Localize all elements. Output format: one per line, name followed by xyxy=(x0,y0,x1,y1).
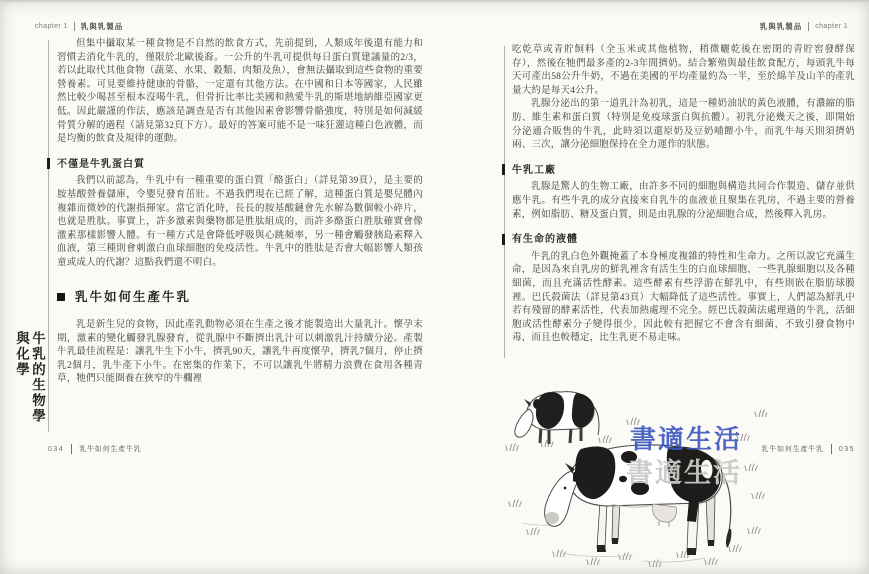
left-header-book-title: 乳與乳製品 xyxy=(80,22,124,31)
right-header-chapter: chapter 1 xyxy=(815,23,848,30)
right-body-text xyxy=(512,44,855,346)
header-divider xyxy=(74,22,75,31)
right-page-footer xyxy=(761,444,855,454)
heading-text: 不僅是牛乳蛋白質 xyxy=(57,158,145,170)
paragraph: 牛乳的乳白色外觀掩蓋了本身極度複雜的特性和生命力。之所以說它充滿生命，是因為來自乳房的鮮乳裡含有活生生的白血球細胞、一些乳腺細胞以及各種細菌，而且充滿活性酵素。這些酵素有些浮游在鮮乳中，有些則嵌在脂肪球膜裡。巴氏殺菌法（詳見第43頁）大幅降低了這些活性。事實上，人們認為鮮乳中若有殘留的酵素活性，代表加熱處理不完全。經巴氏殺菌法處理過的牛乳，活細胞或活性酵素分子變得很少，因此較有把握它不會含有細菌，不致引發食物中毒，而且也較穩定，比生乳更不易走味。 xyxy=(512,251,855,344)
sidebar-title-main: 牛乳的生物學 xyxy=(30,331,45,424)
paragraph: 但集中攝取某一種食物是不自然的飲食方式，先前提到，人類成年後還有能力和習慣去消化牛乳的，僅限於北歐後裔。一公升的牛乳可提供每日蛋白質建議量的2/3，若以此取代其他食物（蔬菜、水果、穀類、肉類及魚），會無法攝取到這些食物的重要營養素。可見要維持健康的骨骼，一定還有其他方法。在中國和日本等國家，人民雖然比較少喝甚至根本沒喝牛乳，但骨折比率比美國和熱愛牛乳的斯堪地納維亞國家更低。因此嚴謹的作法，應該是調查是否有其他因素會影響骨骼強度，特別是如何減緩骨質分解的過程（請見第32頁下方）。最好的答案可能不是一味狂灌這種白色液體，而是均衡的飲食及規律的運動。 xyxy=(57,39,423,145)
heading-text: 牛乳工廠 xyxy=(512,164,556,176)
footer-divider xyxy=(71,444,72,454)
paragraph: 乳腺是驚人的生物工廠，由許多不同的細胞與構造共同合作製造、儲存並供應牛乳。有些牛乳的成分直接來自乳牛的血液並且聚集在乳房，不過主要的營養素，例如脂肪、糖及蛋白質，則是由乳腺的分泌細胞合成，然後釋入乳房。 xyxy=(512,182,855,220)
section-heading-production xyxy=(57,291,423,305)
paragraph: 我們以前認為，牛乳中有一種重要的蛋白質「酪蛋白」（詳見第39頁），是主要的胺基酸營養儲庫，令嬰兒發育茁壯。不過我們現在已經了解，這種蛋白質是嬰兒體內複雜而微妙的代謝指揮家。當它消化時，長長的胺基酸鏈會先水解為數個較小碎片，也就是胜肽。事實上，許多激素與藥物都是胜肽組成的，而許多酪蛋白胜肽確實會像激素那樣影響人體。有一種方式是會降低呼吸與心跳頻率，另一種會觸發胰島素釋入血液，第三種則會刺激白血球細胞的免疫活性。牛乳中的胜肽是否會大幅影響人類孩童或成人的代謝？這點我們還不明白。 xyxy=(57,176,423,268)
paragraph: 乳是新生兒的食物，因此產乳動物必須在生產之後才能製造出大量乳汁。懷孕末期，激素的變化觸發乳腺發育，從乳腺中不斷擠出乳汁可以刺激乳汁持續分泌。產製牛乳最佳流程是：讓乳牛生下小牛，擠乳90天，讓乳牛再度懷孕，擠乳7個月，停止擠乳2個月，乳牛產下小牛。在密集的作業下，不可以讓乳牛將精力浪費在食用各種青草，牠們只能圈養在狹窄的牛欄裡 xyxy=(57,320,423,385)
right-page-number: 035 xyxy=(838,445,855,453)
right-text-rule xyxy=(504,46,505,358)
left-text-rule xyxy=(48,40,49,432)
left-page-footer xyxy=(48,444,142,454)
chapter-sidebar-title xyxy=(13,331,45,451)
paragraph: 吃乾草或青貯飼料（全玉米或其他植物，稍微曬乾後在密閉的青貯窖發酵保存），然後在牠們最多產的2-3年間擠奶。結合繁殖與最佳飲食配方，每頭乳牛每天可產出58公升牛奶，不過在美國的平均產量約為一半，至於綿羊及山羊的產乳量大約是每天4公升。 xyxy=(512,45,855,96)
watermark-gray: 書適生活 xyxy=(626,458,742,488)
heading-text: 有生命的液體 xyxy=(512,234,578,246)
watermark-blue: 書適生活 xyxy=(630,424,743,454)
left-footer-section-title: 乳牛如何生產牛乳 xyxy=(79,446,142,453)
footer-divider xyxy=(831,444,832,454)
paragraph: 乳腺分泌出的第一道乳汁為初乳，這是一種奶油狀的黃色液體，有濃縮的脂肪、維生素和蛋白質（特別是免疫球蛋白與抗體）。初乳分泌幾天之後，即開始分泌適合販售的牛乳，此時須以還原奶及豆奶哺餵小牛，而乳牛每天則須擠奶兩、三次，讓分泌細胞保持在全力運作的狀態。 xyxy=(512,99,855,151)
small-cow xyxy=(515,392,599,444)
heading-text: 乳牛如何生產牛乳 xyxy=(75,289,192,304)
heading-bar-marker xyxy=(47,158,50,169)
left-page-number: 034 xyxy=(48,445,65,453)
section-heading-living xyxy=(512,233,855,247)
heading-bar-marker xyxy=(502,164,505,175)
section-heading-factory xyxy=(512,164,855,178)
right-running-head xyxy=(760,21,848,32)
heading-square-marker xyxy=(57,293,65,301)
left-running-head xyxy=(35,21,123,32)
left-body-text xyxy=(57,38,423,387)
heading-bar-marker xyxy=(502,234,505,245)
section-heading-protein xyxy=(57,158,423,172)
sidebar-title-sub: 與化學 xyxy=(14,331,29,378)
header-divider xyxy=(808,22,809,31)
left-header-chapter: chapter 1 xyxy=(35,23,68,30)
right-header-book-title: 乳與乳製品 xyxy=(759,22,803,31)
right-footer-section-title: 乳牛如何生產牛乳 xyxy=(761,446,824,453)
